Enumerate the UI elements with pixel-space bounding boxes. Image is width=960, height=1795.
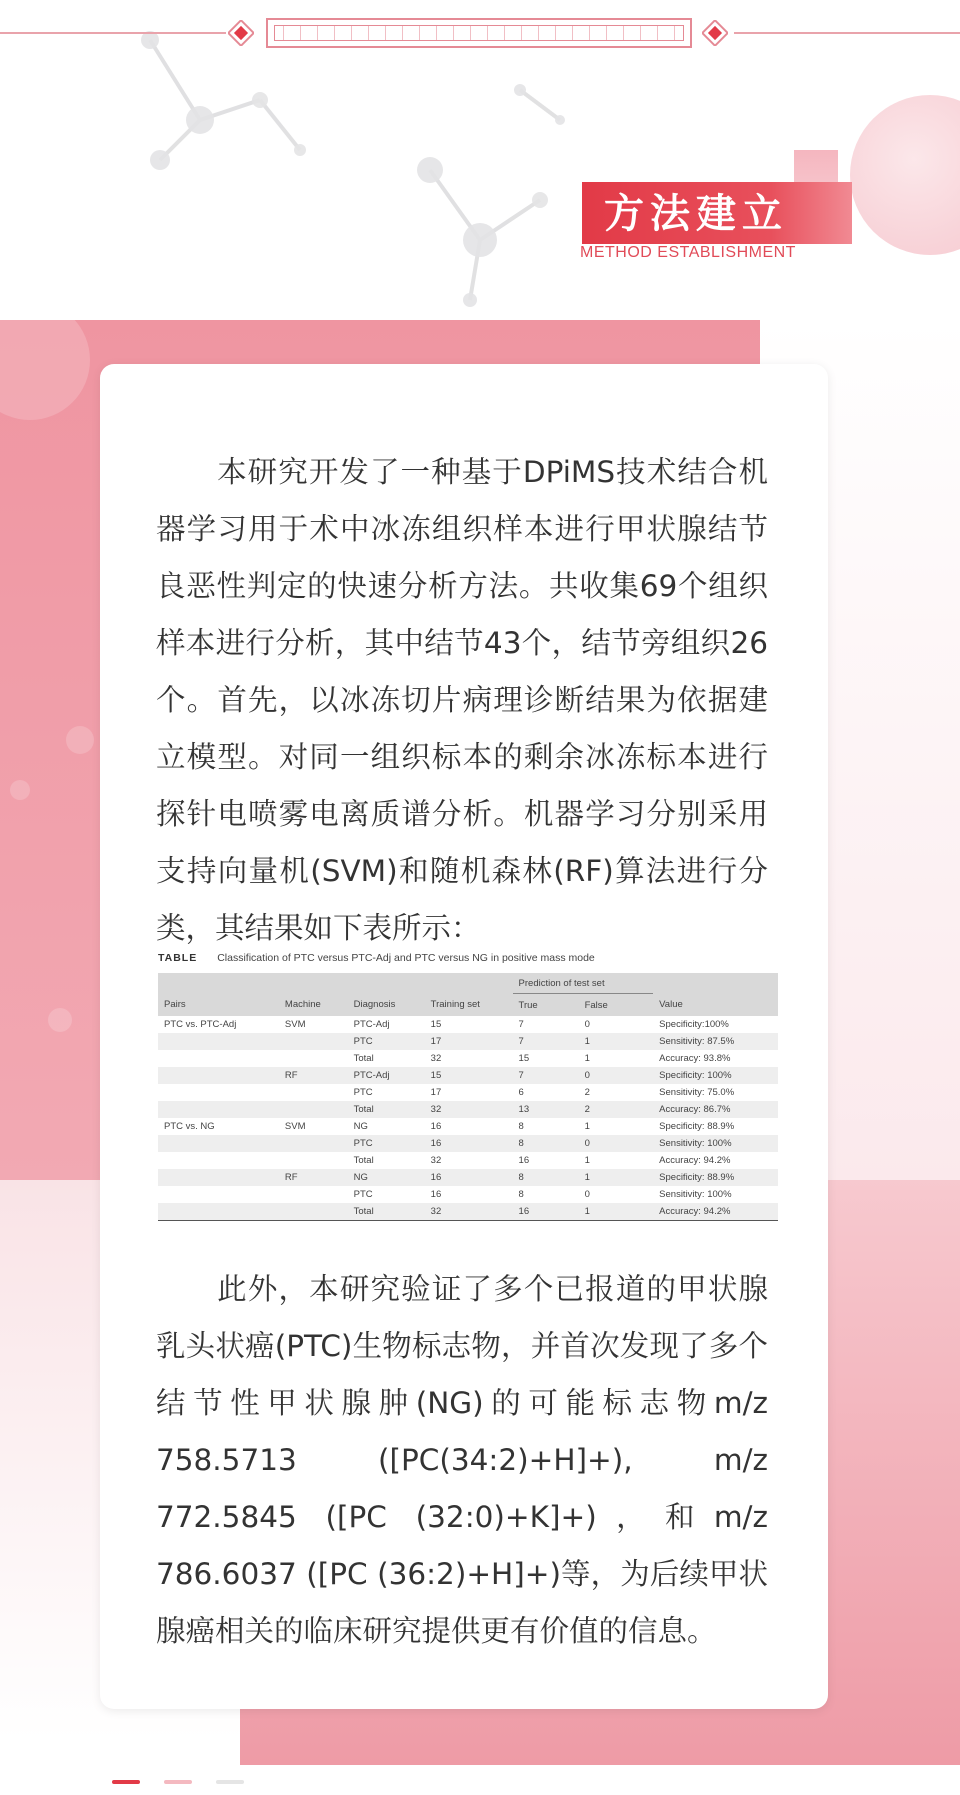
table-cell: RF [284,1172,298,1183]
table-cell: 8 [518,1189,524,1200]
table-cell: 1 [584,1053,590,1064]
table-row [158,1084,778,1101]
table-cell [279,1050,348,1067]
table-column-header: False [584,999,608,1011]
table-cell [279,1135,348,1152]
table-cell: 16 [430,1138,442,1149]
diamond-ornament-icon [228,20,254,46]
table-cell [279,1186,348,1203]
table-cell: 1 [584,1155,590,1166]
table-caption [158,952,778,964]
table-cell: 15 [430,1070,442,1081]
table-row [158,1118,778,1135]
table-cell: 1 [584,1206,590,1217]
table-cell: Total [353,1155,374,1166]
page-indicator-dot [216,1780,244,1784]
table-cell: PTC [353,1138,373,1149]
page-indicator-dot [164,1780,192,1784]
table-cell [158,1033,279,1050]
table-cell [158,1203,279,1221]
table-cell [158,1152,279,1169]
table-cell: Total [353,1104,374,1115]
table-caption-text: Classification of PTC versus PTC-Adj and PTC versus NG in positive mass mode [217,952,595,964]
table-cell: 1 [584,1036,590,1047]
table-cell: 7 [518,1070,524,1081]
table-row [158,1135,778,1152]
table-cell: 1 [584,1172,590,1183]
classification-table [158,973,778,1221]
table-cell [158,1050,279,1067]
table-column-header: Value [659,999,683,1011]
table-cell: 6 [518,1087,524,1098]
table-cell: RF [284,1070,298,1081]
table-cell [158,1084,279,1101]
table-row [158,1016,778,1033]
table-cell: 7 [518,1019,524,1030]
table-cell [279,1033,348,1050]
table-cell: Sensitivity: 100% [659,1189,732,1200]
table-cell: PTC-Adj [353,1019,390,1030]
table-column-header: Machine [284,999,321,1011]
table-cell: Specificity:100% [659,1019,729,1030]
table-cell: 8 [518,1138,524,1149]
table-cell: 7 [518,1036,524,1047]
table-cell [279,1084,348,1101]
table-cell: 17 [430,1087,442,1098]
content-card [100,364,828,1709]
table-cell: PTC [353,1036,373,1047]
table-cell: 16 [518,1155,530,1166]
section-subtitle: METHOD ESTABLISHMENT [580,244,796,261]
paragraph-intro: 本研究开发了一种基于DPiMS技术结合机器学习用于术中冰冻组织样本进行甲状腺结节良恶性判定的快速分析方法。共收集69个组织样本进行分析，其中结节43个，结节旁组织26个。首先，以冰冻切片病理诊断结果为依据建立模型。对同一组织标本的剩余冰冻标本进行探针电喷雾电离质谱分析。机器学习分别采用支持向量机(SVM)和随机森林(RF)算法进行分类，其结果如下表所示： [156,455,768,945]
section-title: 方法建立 [604,191,788,237]
table-cell: 32 [430,1155,442,1166]
table-cell: 16 [430,1172,442,1183]
table-cell: 32 [430,1206,442,1217]
table-cell: Specificity: 88.9% [659,1172,735,1183]
table-cell: PTC vs. PTC-Adj [164,1019,237,1030]
table-cell: PTC [353,1087,373,1098]
table-cell: Sensitivity: 75.0% [659,1087,735,1098]
table-cell [158,1186,279,1203]
table-column-header: Training set [430,999,480,1011]
table-tag: TABLE [158,952,198,964]
table-cell: PTC [353,1189,373,1200]
table-cell: NG [353,1121,368,1132]
table-cell: 8 [518,1121,524,1132]
paragraph-findings: 此外，本研究验证了多个已报道的甲状腺乳头状癌(PTC)生物标志物，并首次发现了多个结节性甲状腺肿(NG)的可能标志物m/z 758.5713 ([PC(34:2)+H]+), m/z 772.5845 ([PC (32:0)+K]+)，和m/z 786.6037 ([PC (36:2)+H]+)等，为后续甲状腺癌相关的临床研究提供更有价值的信息。 [156,1272,768,1648]
table-cell: 0 [584,1189,590,1200]
table-cell: 15 [518,1053,530,1064]
table-cell [158,1067,279,1084]
table-cell: Sensitivity: 100% [659,1138,732,1149]
table-group-header: Prediction of test set [513,973,654,994]
table-cell: 32 [430,1104,442,1115]
table-cell: 0 [584,1138,590,1149]
table-cell [158,1169,279,1186]
table-column-header: Pairs [164,999,186,1011]
table-cell: 0 [584,1019,590,1030]
table-cell: Specificity: 88.9% [659,1121,735,1132]
table-cell: 17 [430,1036,442,1047]
table-cell: Accuracy: 94.2% [659,1206,731,1217]
table-column-header: Diagnosis [353,999,396,1011]
table-row [158,1169,778,1186]
table-row [158,1152,778,1169]
diamond-ornament-icon [702,20,728,46]
table-row [158,1203,778,1221]
table-cell: 8 [518,1172,524,1183]
table-cell [279,1203,348,1221]
table-row [158,1101,778,1118]
table-cell [158,1101,279,1118]
table-cell: 16 [518,1206,530,1217]
table-cell: 0 [584,1070,590,1081]
table-cell: Specificity: 100% [659,1070,732,1081]
ornament-frame [266,18,692,48]
table-cell: Accuracy: 94.2% [659,1155,731,1166]
table-cell: 1 [584,1121,590,1132]
table-row [158,1033,778,1050]
table-cell: Total [353,1206,374,1217]
table-cell: 2 [584,1104,590,1115]
ornament-line-right [734,32,960,34]
table-cell: Accuracy: 93.8% [659,1053,731,1064]
table-cell: Total [353,1053,374,1064]
table-cell [279,1101,348,1118]
table-cell: 16 [430,1189,442,1200]
table-row [158,1186,778,1203]
table-cell: PTC vs. NG [164,1121,215,1132]
page-indicator-dot-active [112,1780,140,1784]
table-cell: NG [353,1172,368,1183]
table-cell: Sensitivity: 87.5% [659,1036,735,1047]
table-cell: PTC-Adj [353,1070,390,1081]
table-cell [279,1152,348,1169]
table-cell: 32 [430,1053,442,1064]
table-cell: 15 [430,1019,442,1030]
table-column-header: True [518,999,538,1011]
table-cell: 16 [430,1121,442,1132]
table-cell: SVM [284,1019,306,1030]
table-row [158,1050,778,1067]
table-cell: 13 [518,1104,530,1115]
table-cell: 2 [584,1087,590,1098]
results-table-figure [158,952,778,1221]
ornament-line-left [0,32,226,34]
table-row [158,1067,778,1084]
table-cell: Accuracy: 86.7% [659,1104,731,1115]
table-cell: SVM [284,1121,306,1132]
table-cell [158,1135,279,1152]
